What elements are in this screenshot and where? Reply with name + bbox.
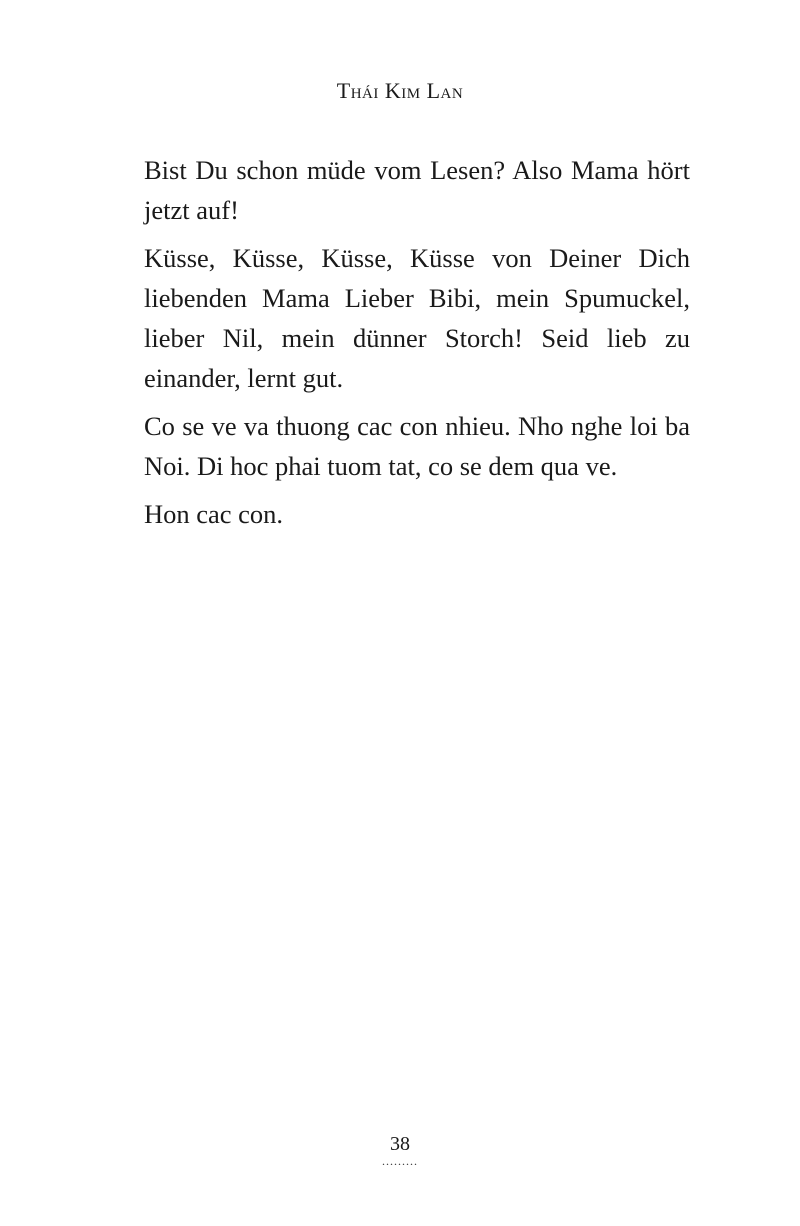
body-text [144,150,690,542]
running-header: Thái Kim Lan [336,78,464,103]
paragraph: Hon cac con. [144,499,284,529]
page-number: 38 [390,1133,410,1155]
paragraph: Bist Du schon müde vom Lesen? Also Mama hört jetzt auf! [144,155,690,225]
page-number-dots: ......... [382,1154,418,1168]
paragraph: Co se ve va thuong cac con nhieu. Nho nghe loi ba Noi. Di hoc phai tuom tat, co se dem qua ve. [144,411,690,481]
paragraph: Küsse, Küsse, Küsse, Küsse von Deiner Dich liebenden Mama Lieber Bibi, mein Spumuckel, lieber Nil, mein dünner Storch! Seid lieb zu einander, lernt gut. [144,243,690,393]
